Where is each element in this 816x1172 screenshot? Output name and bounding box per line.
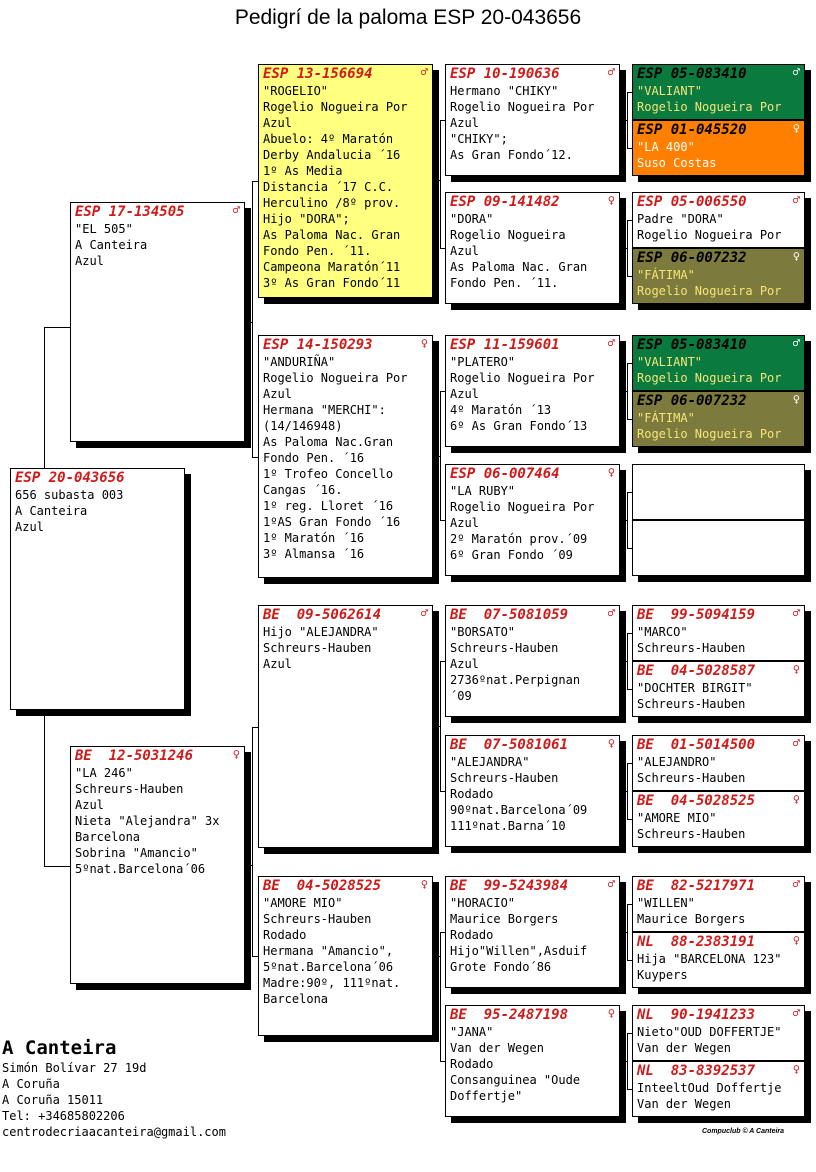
connector-line: [44, 710, 45, 866]
female-symbol-icon: ♀: [607, 465, 615, 479]
pigeon-card: [632, 1005, 805, 1061]
pigeon-info-line: "DORA": [450, 212, 494, 226]
pigeon-info-line: "LA 400": [637, 140, 695, 154]
connector-line: [433, 956, 440, 957]
pigeon-info-line: Sobrina "Amancio": [75, 846, 198, 860]
male-symbol-icon: ♂: [792, 193, 800, 207]
pigeon-info-line: Rogelio Nogueira Por: [637, 228, 782, 242]
connector-line: [440, 120, 441, 249]
pigeon-info-line: Rogelio Nogueira Por: [450, 371, 595, 385]
ring-number: NL 88-2383191: [637, 934, 756, 950]
pigeon-info-line: 1º Maratón ´16: [263, 531, 365, 545]
owner-email: centrodecriaacanteira@gmail.com: [2, 1125, 226, 1139]
pigeon-info-line: 5ºnat.Barcelona´06: [263, 960, 394, 974]
owner-name: A Canteira: [2, 1037, 117, 1059]
pigeon-card: [632, 248, 805, 304]
connector-line: [620, 661, 627, 662]
credit-line: Compuclub © A Canteira: [702, 1128, 785, 1135]
pigeon-info-line: Herculino /8º prov.: [263, 196, 401, 210]
pigeon-card-header: [75, 204, 240, 221]
ring-number: BE 99-5094159: [637, 607, 756, 623]
pigeon-info-line: Hijo "ALEJANDRA": [263, 625, 379, 639]
male-symbol-icon: ♂: [420, 606, 428, 620]
pigeon-info-line: 4º Maratón ´13: [450, 403, 552, 417]
pigeon-info-line: Rogelio Nogueira Por: [637, 427, 782, 441]
female-symbol-icon: ♀: [792, 249, 800, 263]
pigeon-card-header: [450, 337, 615, 354]
female-symbol-icon: ♀: [792, 392, 800, 406]
female-symbol-icon: ♀: [792, 121, 800, 135]
pigeon-info-line: "ANDURIÑA": [263, 355, 336, 369]
ring-number: NL 83-8392537: [637, 1063, 756, 1079]
connector-line: [620, 932, 627, 933]
connector-line: [627, 763, 628, 820]
pigeon-card: [445, 464, 620, 576]
connector-line: [44, 327, 45, 468]
pigeon-card: [70, 746, 245, 984]
connector-line: [433, 456, 440, 457]
male-symbol-icon: ♂: [792, 65, 800, 79]
connector-line: [620, 248, 627, 249]
pigeon-card-header: [450, 607, 615, 624]
pigeon-info-line: Hijo "DORA";: [263, 212, 350, 226]
pigeon-info-line: Barcelona: [75, 830, 141, 844]
pigeon-info-line: (14/146948): [263, 419, 343, 433]
pigeon-info-line: Azul: [75, 254, 104, 268]
connector-line: [44, 327, 70, 328]
ring-number: BE 04-5028587: [637, 663, 756, 679]
pigeon-info-line: Van der Wegen: [637, 1097, 731, 1111]
ring-number: BE 01-5014500: [637, 737, 756, 753]
pigeon-card: [632, 391, 805, 447]
pigeon-card: [70, 202, 245, 442]
pigeon-info-line: 656 subasta 003: [15, 488, 124, 502]
pigeon-info-line: "CHIKY";: [450, 132, 508, 146]
pigeon-card-header: [450, 66, 615, 83]
connector-line: [627, 220, 628, 277]
pigeon-info-line: Kuypers: [637, 968, 688, 982]
connector-line: [627, 363, 628, 420]
ring-number: BE 82-5217971: [637, 878, 756, 894]
pigeon-info-line: 90ºnat.Barcelona´09: [450, 803, 588, 817]
ring-number: ESP 13-156694: [263, 66, 373, 82]
connector-line: [440, 932, 441, 1062]
pigeon-info-line: Fondo Pen. ´11.: [450, 276, 559, 290]
pigeon-info-line: Van der Wegen: [637, 1041, 731, 1055]
pigeon-info-line: As Paloma Nac.Gran: [263, 435, 394, 449]
pigeon-card-header: [637, 66, 800, 83]
pigeon-card: [632, 791, 805, 847]
male-symbol-icon: ♂: [792, 736, 800, 750]
pigeon-info-line: Azul: [263, 116, 292, 130]
pigeon-info-line: "AMORE MIO": [263, 896, 343, 910]
connector-line: [620, 520, 627, 521]
pigeon-card: [632, 464, 805, 520]
ring-number: NL 90-1941233: [637, 1007, 756, 1023]
pigeon-info-line: Schreurs-Hauben: [450, 771, 559, 785]
pigeon-card: [258, 876, 433, 1036]
pigeon-info-line: Rogelio Nogueira Por: [637, 371, 782, 385]
connector-line: [433, 180, 440, 181]
female-symbol-icon: ♀: [607, 1006, 615, 1020]
pigeon-card-header: [450, 194, 615, 211]
pigeon-info-line: "AMORE MIO": [637, 811, 717, 825]
pigeon-info-line: "BORSATO": [450, 625, 516, 639]
pigeon-card-header: [637, 194, 800, 211]
pigeon-info-line: A Canteira: [75, 238, 148, 252]
pigeon-card-header: [450, 1007, 615, 1024]
pigeon-card: [632, 520, 805, 576]
pigeon-card: [445, 64, 620, 176]
pigeon-info-line: Schreurs-Hauben: [263, 912, 372, 926]
ring-number: ESP 20-043656: [15, 470, 125, 486]
female-symbol-icon: ♀: [792, 792, 800, 806]
pigeon-info-line: Consanguinea "Oude: [450, 1073, 581, 1087]
page-title: Pedigrí de la paloma ESP 20-043656: [234, 6, 582, 29]
pigeon-info-line: Rogelio Nogueira Por: [637, 100, 782, 114]
pigeon-info-line: Rodado: [450, 787, 494, 801]
pigeon-info-line: "LA 246": [75, 766, 133, 780]
male-symbol-icon: ♂: [607, 336, 615, 350]
ring-number: BE 07-5081061: [450, 737, 569, 753]
pigeon-card-header: [15, 470, 180, 487]
pigeon-card-header: [450, 466, 615, 483]
pigeon-info-line: 2º Maratón prov.´09: [450, 532, 588, 546]
pigeon-info-line: Schreurs-Hauben: [450, 641, 559, 655]
ring-number: BE 09-5062614: [263, 607, 382, 623]
pigeon-info-line: Cangas ´16.: [263, 483, 343, 497]
pigeon-info-line: "PLATERO": [450, 355, 516, 369]
male-symbol-icon: ♂: [792, 336, 800, 350]
owner-address: Simón Bolívar 27 19d: [2, 1061, 147, 1075]
pigeon-card: [632, 735, 805, 791]
ring-number: ESP 06-007464: [450, 466, 560, 482]
pigeon-card: [632, 120, 805, 176]
ring-number: ESP 05-083410: [637, 66, 747, 82]
pigeon-card: [258, 335, 433, 578]
pigeon-card: [258, 64, 433, 298]
pigeon-info-line: Azul: [15, 520, 44, 534]
connector-line: [252, 727, 253, 958]
pigeon-info-line: Barcelona: [263, 992, 329, 1006]
connector-line: [440, 661, 441, 792]
pigeon-info-line: Rodado: [450, 1057, 494, 1071]
female-symbol-icon: ♀: [607, 193, 615, 207]
pigeon-card: [258, 605, 433, 848]
pigeon-card-header: [637, 522, 800, 539]
pigeon-info-line: Hija "BARCELONA 123": [637, 952, 782, 966]
pigeon-card-header: [637, 250, 800, 267]
male-symbol-icon: ♂: [792, 877, 800, 891]
pigeon-card-header: [637, 663, 800, 680]
pigeon-card: [10, 468, 185, 710]
pigeon-info-line: Schreurs-Hauben: [637, 697, 746, 711]
pigeon-info-line: Rogelio Nogueira: [450, 228, 566, 242]
pigeon-info-line: Azul: [450, 516, 479, 530]
owner-phone: Tel: +34685802206: [2, 1109, 125, 1123]
pigeon-info-line: "ALEJANDRO": [637, 755, 717, 769]
pigeon-info-line: Abuelo: 4º Maratón: [263, 132, 394, 146]
owner-postal: A Coruña 15011: [2, 1093, 104, 1107]
pigeon-info-line: Hermano "CHIKY": [450, 84, 559, 98]
pigeon-info-line: Doffertje": [450, 1089, 523, 1103]
female-symbol-icon: ♀: [792, 662, 800, 676]
pigeon-info-line: "VALIANT": [637, 84, 703, 98]
pigeon-info-line: 111ºnat.Barna´10: [450, 819, 566, 833]
pigeon-info-line: 1º Trofeo Concello: [263, 467, 394, 481]
pigeon-card: [632, 335, 805, 391]
male-symbol-icon: ♂: [420, 65, 428, 79]
connector-line: [620, 1061, 627, 1062]
connector-line: [627, 92, 628, 149]
pigeon-info-line: "ALEJANDRA": [450, 755, 530, 769]
pigeon-card-header: [450, 737, 615, 754]
pigeon-info-line: Schreurs-Hauben: [637, 827, 746, 841]
pigeon-info-line: Azul: [450, 116, 479, 130]
connector-line: [627, 492, 628, 549]
pigeon-info-line: "EL 505": [75, 222, 133, 236]
pigeon-info-line: "ROGELIO": [263, 84, 329, 98]
pigeon-info-line: "FÁTIMA": [637, 268, 695, 282]
pigeon-card: [445, 876, 620, 988]
ring-number: ESP 14-150293: [263, 337, 373, 353]
pigeon-info-line: Maurice Borgers: [450, 912, 559, 926]
pigeon-card-header: [637, 466, 800, 483]
male-symbol-icon: ♂: [607, 606, 615, 620]
ring-number: ESP 17-134505: [75, 204, 185, 220]
pigeon-info-line: "JANA": [450, 1025, 494, 1039]
pigeon-card-header: [637, 934, 800, 951]
ring-number: ESP 05-006550: [637, 194, 747, 210]
pigeon-card-header: [637, 393, 800, 410]
pigeon-card-header: [637, 878, 800, 895]
pigeon-card-header: [637, 737, 800, 754]
pigeon-info-line: As Gran Fondo´12.: [450, 148, 573, 162]
pigeon-card-header: [637, 122, 800, 139]
pigeon-card: [632, 876, 805, 932]
pigeon-card: [445, 1005, 620, 1117]
ring-number: ESP 09-141482: [450, 194, 560, 210]
female-symbol-icon: ♀: [792, 933, 800, 947]
pigeon-info-line: Suso Costas: [637, 156, 717, 170]
ring-number: BE 04-5028525: [263, 878, 382, 894]
connector-line: [433, 726, 440, 727]
female-symbol-icon: ♀: [420, 336, 428, 350]
pigeon-card: [445, 605, 620, 717]
pigeon-info-line: Azul: [450, 657, 479, 671]
pigeon-card: [445, 335, 620, 447]
pigeon-info-line: Rogelio Nogueira Por: [263, 100, 408, 114]
pigeon-info-line: "FÁTIMA": [637, 411, 695, 425]
pigeon-info-line: "MARCO": [637, 625, 688, 639]
pigeon-info-line: 6º Gran Fondo ´09: [450, 548, 573, 562]
pigeon-info-line: "DOCHTER BIRGIT": [637, 681, 753, 695]
connector-line: [627, 904, 628, 961]
connector-line: [252, 181, 253, 458]
ring-number: BE 04-5028525: [637, 793, 756, 809]
pigeon-info-line: Van der Wegen: [450, 1041, 544, 1055]
connector-line: [245, 322, 252, 323]
pigeon-info-line: Hermana "MERCHI":: [263, 403, 386, 417]
pigeon-card-header: [637, 793, 800, 810]
pigeon-info-line: Madre:90º, 111ºnat.: [263, 976, 401, 990]
pigeon-info-line: Rogelio Nogueira Por: [637, 284, 782, 298]
pigeon-info-line: Hijo"Willen",Asduif: [450, 944, 588, 958]
ring-number: BE 95-2487198: [450, 1007, 569, 1023]
pigeon-info-line: Azul: [263, 387, 292, 401]
ring-number: ESP 06-007232: [637, 393, 747, 409]
connector-line: [245, 865, 252, 866]
pigeon-info-line: A Canteira: [15, 504, 88, 518]
pigeon-info-line: 3º Almansa ´16: [263, 547, 365, 561]
ring-number: ESP 10-190636: [450, 66, 560, 82]
connector-line: [44, 866, 70, 867]
pigeon-info-line: "WILLEN": [637, 896, 695, 910]
pigeon-info-line: Padre "DORA": [637, 212, 724, 226]
pigeon-card-header: [637, 337, 800, 354]
pigeon-card-header: [263, 878, 428, 895]
connector-line: [627, 633, 628, 690]
pigeon-info-line: 6º As Gran Fondo´13: [450, 419, 588, 433]
male-symbol-icon: ♂: [792, 1006, 800, 1020]
pigeon-info-line: Schreurs-Hauben: [75, 782, 184, 796]
connector-line: [620, 391, 627, 392]
pigeon-info-line: "LA RUBY": [450, 484, 516, 498]
ring-number: BE 12-5031246: [75, 748, 194, 764]
pigeon-info-line: Nieto"OUD DOFFERTJE": [637, 1025, 782, 1039]
pigeon-info-line: Azul: [263, 657, 292, 671]
pigeon-card-header: [450, 878, 615, 895]
pigeon-info-line: Fondo Pen. ´16: [263, 451, 365, 465]
pigeon-info-line: "HORACIO": [450, 896, 516, 910]
pigeon-info-line: Azul: [450, 244, 479, 258]
pigeon-info-line: Hermana "Amancio",: [263, 944, 394, 958]
pigeon-info-line: Distancia ´17 C.C.: [263, 180, 394, 194]
pigeon-info-line: 1º reg. Lloret ´16: [263, 499, 394, 513]
pigeon-card-header: [637, 1063, 800, 1080]
pigeon-info-line: Rodado: [263, 928, 307, 942]
pigeon-info-line: Rodado: [450, 928, 494, 942]
ring-number: BE 07-5081059: [450, 607, 569, 623]
pigeon-info-line: 3º As Gran Fondo´11: [263, 276, 401, 290]
pigeon-card: [632, 1061, 805, 1117]
pigeon-card-header: [637, 607, 800, 624]
pigeon-info-line: 2736ºnat.Perpignan: [450, 673, 581, 687]
pigeon-card: [445, 735, 620, 847]
connector-line: [620, 120, 627, 121]
owner-city: A Coruña: [2, 1077, 60, 1091]
female-symbol-icon: ♀: [792, 1062, 800, 1076]
connector-line: [627, 1033, 628, 1090]
pigeon-card-header: [263, 607, 428, 624]
pigeon-info-line: Azul: [75, 798, 104, 812]
pigeon-card: [632, 661, 805, 717]
pigeon-card-header: [637, 1007, 800, 1024]
pigeon-info-line: Rogelio Nogueira Por: [450, 500, 595, 514]
female-symbol-icon: ♀: [607, 736, 615, 750]
pigeon-info-line: Azul: [450, 387, 479, 401]
pigeon-card: [632, 605, 805, 661]
connector-line: [620, 791, 627, 792]
pigeon-info-line: Grote Fondo´86: [450, 960, 552, 974]
male-symbol-icon: ♂: [792, 606, 800, 620]
male-symbol-icon: ♂: [607, 65, 615, 79]
pigeon-info-line: InteeltOud Doffertje: [637, 1081, 782, 1095]
pigeon-card: [445, 192, 620, 304]
pigeon-info-line: "VALIANT": [637, 355, 703, 369]
ring-number: ESP 11-159601: [450, 337, 560, 353]
pigeon-card: [632, 192, 805, 248]
pigeon-info-line: 5ºnat.Barcelona´06: [75, 862, 206, 876]
ring-number: ESP 01-045520: [637, 122, 747, 138]
female-symbol-icon: ♀: [232, 747, 240, 761]
pigeon-info-line: Fondo Pen. ´11.: [263, 244, 372, 258]
pigeon-card: [632, 932, 805, 988]
ring-number: ESP 06-007232: [637, 250, 747, 266]
pigeon-info-line: As Paloma Nac. Gran: [450, 260, 588, 274]
pigeon-info-line: Schreurs-Hauben: [263, 641, 372, 655]
pigeon-info-line: ´09: [450, 689, 472, 703]
pigeon-info-line: Campeona Maratón´11: [263, 260, 401, 274]
female-symbol-icon: ♀: [420, 877, 428, 891]
ring-number: ESP 05-083410: [637, 337, 747, 353]
pigeon-info-line: Rogelio Nogueira Por: [263, 371, 408, 385]
pigeon-info-line: Derby Andalucia ´16: [263, 148, 401, 162]
pigeon-info-line: 1º As Media: [263, 164, 343, 178]
pigeon-info-line: Rogelio Nogueira Por: [450, 100, 595, 114]
pigeon-info-line: Schreurs-Hauben: [637, 771, 746, 785]
pigeon-card-header: [263, 337, 428, 354]
male-symbol-icon: ♂: [232, 203, 240, 217]
ring-number: BE 99-5243984: [450, 878, 569, 894]
connector-line: [440, 391, 441, 521]
pigeon-card-header: [263, 66, 428, 83]
male-symbol-icon: ♂: [607, 877, 615, 891]
pigeon-card-header: [75, 748, 240, 765]
pigeon-info-line: Maurice Borgers: [637, 912, 746, 926]
pigeon-card: [632, 64, 805, 120]
pigeon-info-line: Nieta "Alejandra" 3x: [75, 814, 220, 828]
pigeon-info-line: Schreurs-Hauben: [637, 641, 746, 655]
pigeon-info-line: 1ºAS Gran Fondo ´16: [263, 515, 401, 529]
pigeon-info-line: As Paloma Nac. Gran: [263, 228, 401, 242]
